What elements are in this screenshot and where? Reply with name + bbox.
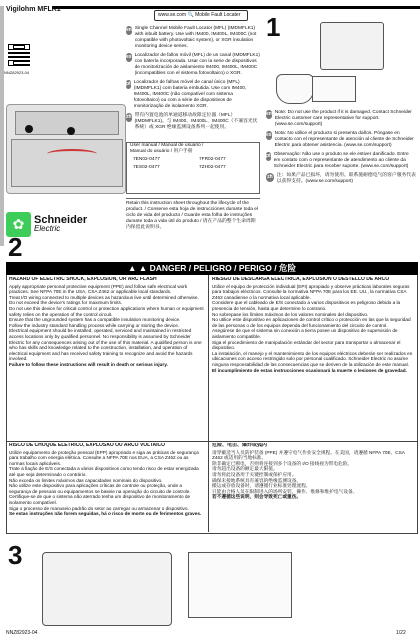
- danger-en: HAZARD OF ELECTRIC SHOCK, EXPLOSION, OR ARC FLASH Apply appropriate personal protective equipment (PPE) and follow safe electrical work practices. See NFPA 70E in the USA, CSA Z462 or applicable local standards. Treat I/O wiring connected to multiple devices as hazardous live until determined otherwise. Do not exceed the device's ratings for maximum limits. Do not use this device for critical control or protection applications where human or equipment safety relies on the operation of the control circuit. Ensure that the ungrounded system has a compatible insulation monitoring device. Follow the industry standard handling process while carrying or storing the device. Electrical equipment should be installed, operated, serviced and maintained in restricted access locations only by qualified personnel. No responsibility is assumed by Schneider Electric for any consequences arising out of the use of this material. A qualified person is one who has skills and knowledge related to the construction, installation, and operation of electrical equipment and has received safety training to recognize and avoid the hazards involved. Failure to follow these instructions will result in death or serious injury.: [9, 277, 204, 367]
- qr-code-icon: [8, 44, 30, 66]
- box-illustration: [312, 76, 356, 102]
- note-pt: Observação: Não use o produto se ele estiver danificado. Entre em contato com o representante de atendimento ao cliente da Schneider Electric para receber suporte. (www.se.com/support): [273, 152, 409, 169]
- left-edge-strip: [0, 6, 4, 246]
- intro-languages: [126, 26, 260, 131]
- step-1-number: 1: [266, 12, 281, 42]
- website-link[interactable]: www.se.com 🔍 Mobile Fault Locater: [154, 10, 248, 21]
- note-en: Note: Do not use the product if it is damaged. Contact Schneider Electric customer care representative for support. (www.se.com/support): [274, 110, 412, 127]
- footer-doc-code: NNZ82923-04: [6, 630, 38, 636]
- doc-code: NNZ82923-04: [4, 70, 30, 75]
- unboxing-illustration: [276, 74, 314, 104]
- top-rule: [52, 6, 420, 9]
- danger-zh: 危险、电击、爆炸或弧闪 请穿戴适当人员防护装备 (PPE) 并遵守电气作业安全规程。在美国，请遵循 NFPA 70E、CSA Z462 或适用的当地标准。 除非确定已断电，否则将连接到多个设备的 I/O 接线视为带电危险。 请勿超出设备的额定最大限值。 请勿将此设备用于关键控制或保护应用。 确保未接地系统具有兼容的绝缘监测设备。 搬运或存放设备时，请遵循行业标准处理流程。 只能由合格人员在限制进入的场所安装、操作、维修和维护电气设备。 若不遵循这些说明，则会导致死亡或重伤。: [212, 443, 405, 500]
- danger-pt: RISCO DE CHOQUE ELÉTRICO, EXPLOSÃO OU ARCO VOLTAICO Utilize equipamento de proteção pessoal (EPP) apropriado e siga as práticas de segurança para trabalho com energia elétrica. Consulte a NFPA 70E nos EUA, a CSA Z462 ou as normas locais aplicáveis. Trate a fiação de E/S conectada a vários dispositivos como tendo risco de estar energizada até que seja determinado o contrário. Não exceda os limites máximos das capacidades nominais do dispositivo. Não utilize este dispositivo para aplicações críticas de controle ou proteção, onde a segurança de pessoas ou equipamentos se baseie na operação do circuito de controle. Certifique-se de que o sistema não aterrado tenha um dispositivo de monitoramento de isolamento compatível. Siga o processo de manuseio padrão do setor ao carregar ou armazenar o dispositivo. Se estas instruções não forem seguidas, há o risco de morte ou de ferimentos graves.: [9, 443, 202, 517]
- manual-es: 7FR02-0477: [199, 157, 226, 162]
- danger-es: RIESGO DE DESCARGA ELÉCTRICA, EXPLOSIÓN O DESTELLO DE ARCO Utilice el equipo de protección individual (EPI) apropiado y observe prácticas laborales seguras para trabajos eléctricos. Consulte la normativa NFPA 70E para los EE. UU., la normativa CSA Z462 canadiense o la normativa local aplicable. Considere que el cableado de E/S conectado a varios dispositivos es peligroso debido a la presencia de tensión, hasta que determine lo contrario. No sobrepase los límites máximos de los valores nominales del dispositivo. No utilice este dispositivo en aplicaciones de control crítico o protección en las que la seguridad de las personas o de los equipos dependa del funcionamiento del circuito de control. Asegúrese de que el sistema sin conexión a tierra posee un dispositivo de supervisión de aislamiento compatible. Siga el procedimiento de manipulación estándar del sector para transportar o almacenar el dispositivo. La instalación, el manejo y el mantenimiento de los equipos eléctricos deberán ser realizados en ubicaciones con acceso restringido solo por personal cualificado. Schneider Electric no asume ninguna responsabilidad de las consecuencias que se deriven de la utilización de este manual. El incumplimiento de estas instrucciones ocasionará la muerte o lesiones de gravedad.: [212, 277, 413, 373]
- device-closeup-illustration: [188, 552, 292, 618]
- page-title: Vigilohm MFLK1: [6, 6, 61, 13]
- step-2-number: 2: [8, 232, 23, 262]
- note-zh: 注：如果产品已损坏，请勿使用。联系施耐德电气的客户服务代表以获得支持。(www.se.com/support): [276, 173, 416, 184]
- intro-pt: Localizador de falhas móvel de canal único (MFL) (IMDMFLK1) com bateria embutida. Use com IM400, IM400L, IM400C (não compatível com sistema fotovoltaico) ou com a série de dispositivos de monitorização de isolamento XGR.: [133, 80, 247, 109]
- device-photo: [6, 104, 126, 194]
- retain-notice: Retain this instruction sheet throughout the lifecycle of the product. / Conserve esta hoja de instrucciones durante toda el ciclo de vida del producto / Guarde esta folha de instruções durante toda a vida útil do produto / 请在产品的整个生命周期内保留此说明书。: [126, 198, 260, 231]
- intro-es: Localizador de fallos móvil (MFL) de un canal (IMDMFLK1) con batería incorporada. Usar con la serie de dispositivos de monitorización de aislamiento IM400, IM400L, IM400C (incompatibles con el sistema fotovoltaico) o XGR.: [134, 53, 260, 76]
- lang-badge-zh: zh: [126, 114, 132, 120]
- schneider-logo-icon: ✿: [6, 212, 31, 237]
- lang-badge-es: es: [126, 54, 132, 60]
- danger-banner: ▲ ▲ DANGER / PELIGRO / PERIGO / 危险: [6, 262, 418, 275]
- damage-notes: en Note: Do not use the product if it is damaged. Contact Schneider Electric customer care representative for support. (www.se.com/support) es Nota: No utilice el producto si presenta daños. Póngase en contacto con el representante de atención al cliente de Schneider Electric para obtener asistencia. (www.se.com/support) pt Observação: Não use o produto se ele estiver danificado. Entre em contato com o representante de atendimento ao cliente da Schneider Electric para receber suporte. (www.se.com/support) zh 注：如果产品已损坏，请勿使用。联系施耐德电气的客户服务代表以获得支持。(www.se.com/support): [266, 110, 416, 184]
- manual-references: User manual / Manual de usuario / Manual do usuário / 用户手册 7EN02-0477 7FR02-0477 7ES02-0477 7ZH02-0477: [126, 142, 260, 194]
- search-icon: 🔍: [187, 12, 194, 18]
- note-es: Nota: No utilice el producto si presenta daños. Póngase en contacto con el representante de atención al cliente de Schneider Electric para obtener asistencia. (www.se.com/support): [274, 131, 414, 148]
- lang-badge-pt: pt: [126, 81, 131, 87]
- intro-en: Single Channel Mobile Fault Locator (MFL) (IMDMFLK1) with inbuilt battery. Use with IM400, IM400L, IM400C (not compatible with photovoltaic system), or XGR insulation monitoring device series.: [134, 26, 257, 49]
- manual-en: 7EN02-0477: [133, 157, 160, 162]
- device-open-illustration: [42, 552, 172, 626]
- manual-pt: 7ES02-0477: [133, 165, 160, 170]
- step-3-number: 3: [8, 540, 23, 570]
- intro-zh: 带有内置电池的单通道移动故障定位器（MFL）(IMDMFLK1)。与 IM400、IM400L、IM400C（不兼容光伏系统）或 XGR 绝缘监测设备系列一起使用。: [134, 113, 258, 130]
- kit-photo: [320, 22, 384, 70]
- manual-zh: 7ZH02-0477: [199, 165, 226, 170]
- page-number: 1/22: [396, 630, 406, 636]
- lang-badge-en: en: [126, 27, 132, 33]
- brand-name: Schneider Electric: [34, 214, 88, 233]
